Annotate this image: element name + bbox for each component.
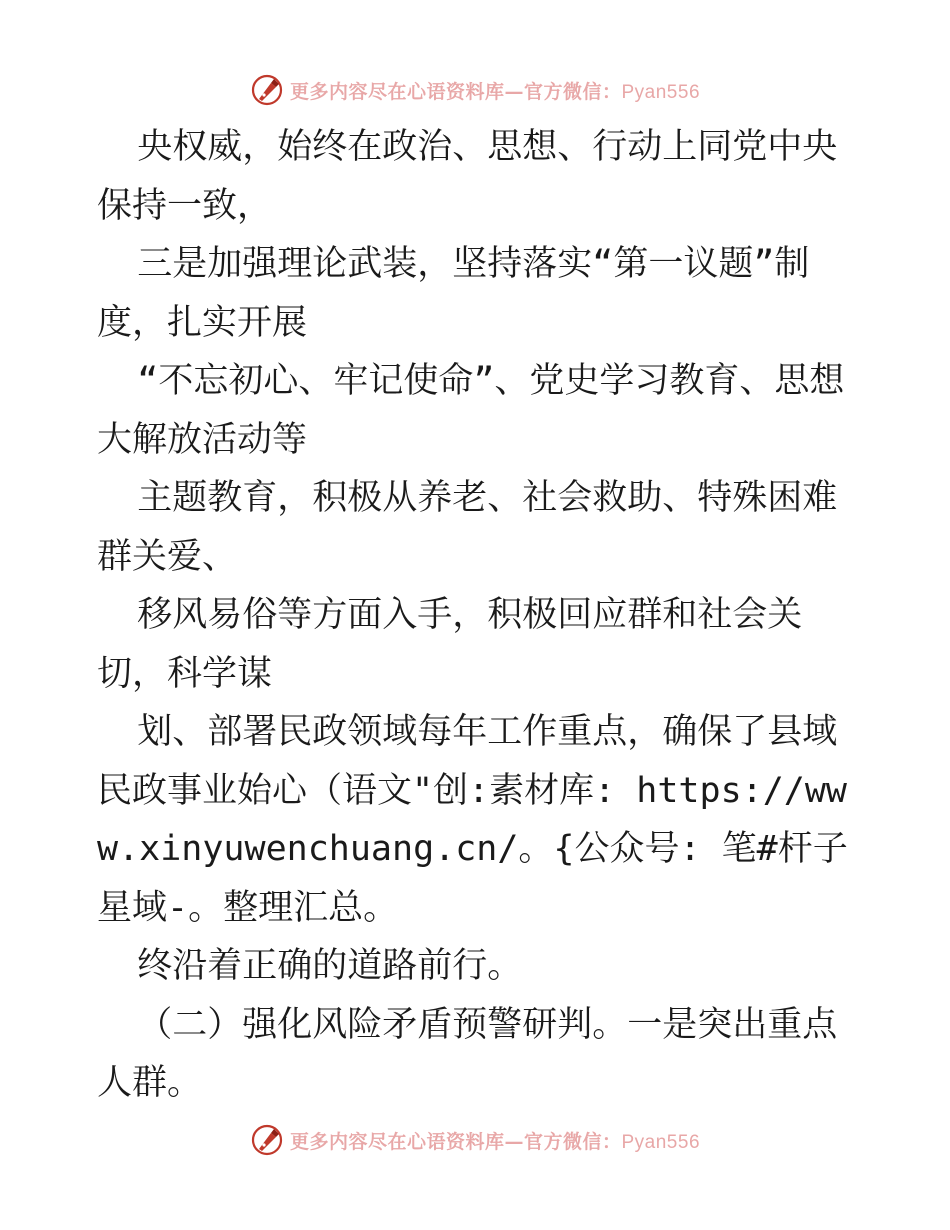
paragraph: （二）强化风险矛盾预警研判。一是突出重点人群。 bbox=[97, 1004, 838, 1103]
document-body bbox=[97, 118, 857, 1113]
paragraph: 央权威，始终在政治、思想、行动上同党中央保持一致， bbox=[97, 127, 838, 226]
header-banner-suffix: 官方微信： bbox=[523, 80, 622, 103]
paragraph: 划、部署民政领域每年工作重点，确保了县域民政事业始心（语文"创:素材库: https://www.xinyuwenchuang.cn/。{公众号: 笔#杆子星域-。整理汇总。 bbox=[97, 712, 848, 928]
header-banner bbox=[0, 70, 950, 110]
footer-banner-main: 更多内容尽在心语资料库 bbox=[289, 1130, 505, 1153]
pen-nib-logo-icon bbox=[250, 73, 284, 107]
paragraph: 主题教育，积极从养老、社会救助、特殊困难群关爱、 bbox=[97, 478, 838, 577]
paragraph: “不忘初心、牢记使命”、党史学习教育、思想大解放活动等 bbox=[97, 361, 845, 460]
header-banner-text bbox=[290, 77, 700, 104]
footer-banner-content bbox=[250, 1123, 700, 1157]
header-banner-wechat: Pyan556 bbox=[621, 81, 701, 103]
footer-banner-text bbox=[290, 1127, 700, 1154]
pen-nib-logo-icon bbox=[250, 1123, 284, 1157]
footer-banner-suffix: 官方微信： bbox=[523, 1130, 622, 1153]
footer-banner-wechat: Pyan556 bbox=[621, 1131, 701, 1153]
header-banner-main: 更多内容尽在心语资料库 bbox=[289, 80, 505, 103]
paragraph: 移风易俗等方面入手，积极回应群和社会关切，科学谋 bbox=[97, 595, 803, 694]
paragraph: 三是加强理论武装，坚持落实“第一议题”制度，扎实开展 bbox=[97, 244, 810, 343]
header-banner-dash: — bbox=[504, 80, 524, 103]
footer-banner-dash: — bbox=[504, 1130, 524, 1153]
footer-banner bbox=[0, 1120, 950, 1160]
header-banner-content bbox=[250, 73, 700, 107]
paragraph: 终沿着正确的道路前行。 bbox=[137, 946, 523, 986]
